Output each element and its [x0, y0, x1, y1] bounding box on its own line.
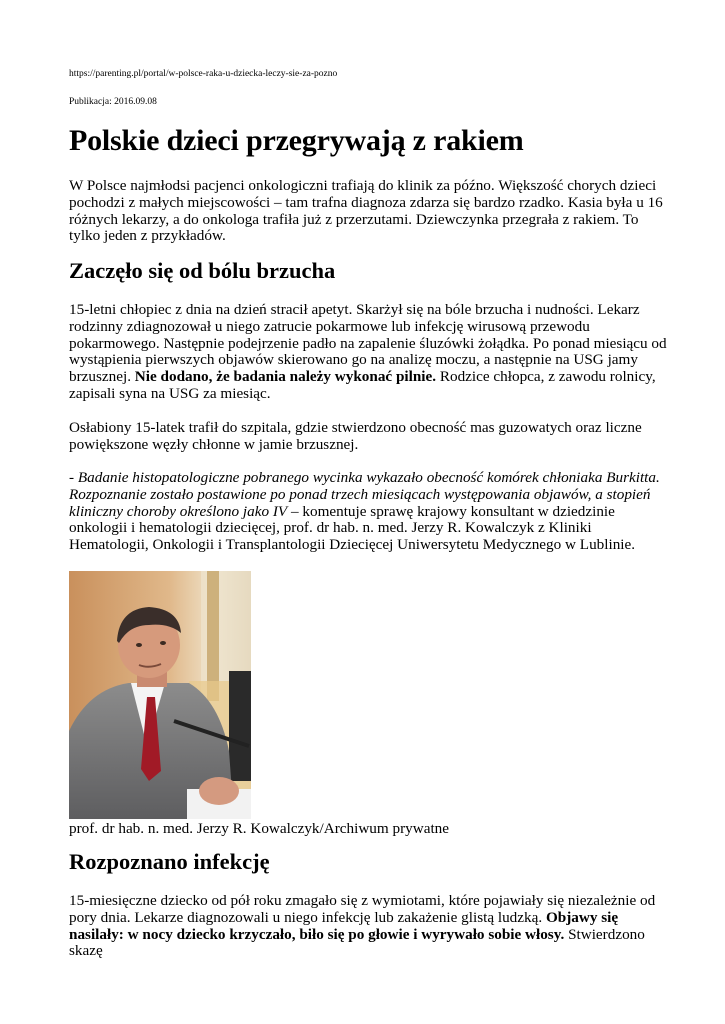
doctor-photo: [69, 571, 251, 819]
source-url: https://parenting.pl/portal/w-polsce-raka-u-dziecka-leczy-sie-za-pozno: [69, 69, 338, 79]
section2-paragraph-1: [69, 893, 669, 960]
paragraph-text: Stwierdzono skazę: [69, 925, 645, 960]
section-heading-1: Zaczęło się od bólu brzucha: [69, 258, 336, 283]
paragraph-text: 15-miesięczne dziecko od pół roku zmagało się z wymiotami, które pojawiały się niezależnie od pory dnia. Lekarze diagnozowali u niego infekcję lub zakażenie glistą ludzką.: [69, 892, 656, 926]
photo-caption: prof. dr hab. n. med. Jerzy R. Kowalczyk/Archiwum prywatne: [69, 820, 449, 837]
article-title: Polskie dzieci przegrywają z rakiem: [69, 124, 524, 157]
paragraph-bold-text: Nie dodano, że badania należy wykonać pilnie.: [134, 368, 437, 386]
article-lead: W Polsce najmłodsi pacjenci onkologiczni trafiają do klinik za późno. Większość chorych dzieci pochodzi z małych miejscowości – tam trafna diagnoza zdarza się bardzo rzadko. Kasia była u 16 różnych lekarzy, a do onkologa trafiła już z przerzutami. Dziewczynka przegrała z rakiem. To tylko jeden z przykładów.: [69, 177, 663, 245]
publication-date: Publikacja: 2016.09.08: [69, 97, 157, 107]
paragraph-text: – komentuje sprawę krajowy konsultant w dziedzinie onkologii i hematologii dziecięcej, prof. dr hab. n. med. Jerzy R. Kowalczyk z Kliniki Hematologii, Onkologii i Transplantologii Dziecięcej Uniwersytetu Medycznego w Lublinie.: [69, 502, 636, 554]
section1-paragraph-2: Osłabiony 15-latek trafił do szpitala, gdzie stwierdzono obecność mas guzowatych oraz liczne powiększone węzły chłonne w jamie brzusznej.: [69, 419, 642, 453]
section-heading-2: Rozpoznano infekcję: [69, 849, 270, 874]
paragraph-text: 15-letni chłopiec z dnia na dzień stracił apetyt. Skarżył się na bóle brzucha i nudności. Lekarz rodzinny zdiagnozował u niego zatrucie pokarmowe lub infekcję wirusową przewodu pokarmowego. Następnie podejrzenie padło na zapalenie śluzówki żołądka. Po ponad miesiącu od wystąpienia pierwszych objawów skierowano go na analizę moczu, a następnie na USG jamy brzusznej.: [69, 301, 667, 386]
quote-text: - Badanie histopatologiczne pobranego wycinka wykazało obecność komórek chłoniaka Burkitta. Rozpoznanie zostało postawione po ponad trzech miesiącach występowania objawów, a stopień kliniczny choroby określono jako IV: [69, 469, 660, 520]
section1-paragraph-1: [69, 302, 669, 403]
paragraph-text: Rodzice chłopca, z zawodu rolnicy, zapisali syna na USG za miesiąc.: [69, 368, 656, 402]
section1-paragraph-3: [69, 470, 669, 554]
paragraph-bold-text: Objawy się nasilały: w nocy dziecko krzyczało, biło się po głowie i wyrywało sobie włosy.: [69, 908, 619, 943]
